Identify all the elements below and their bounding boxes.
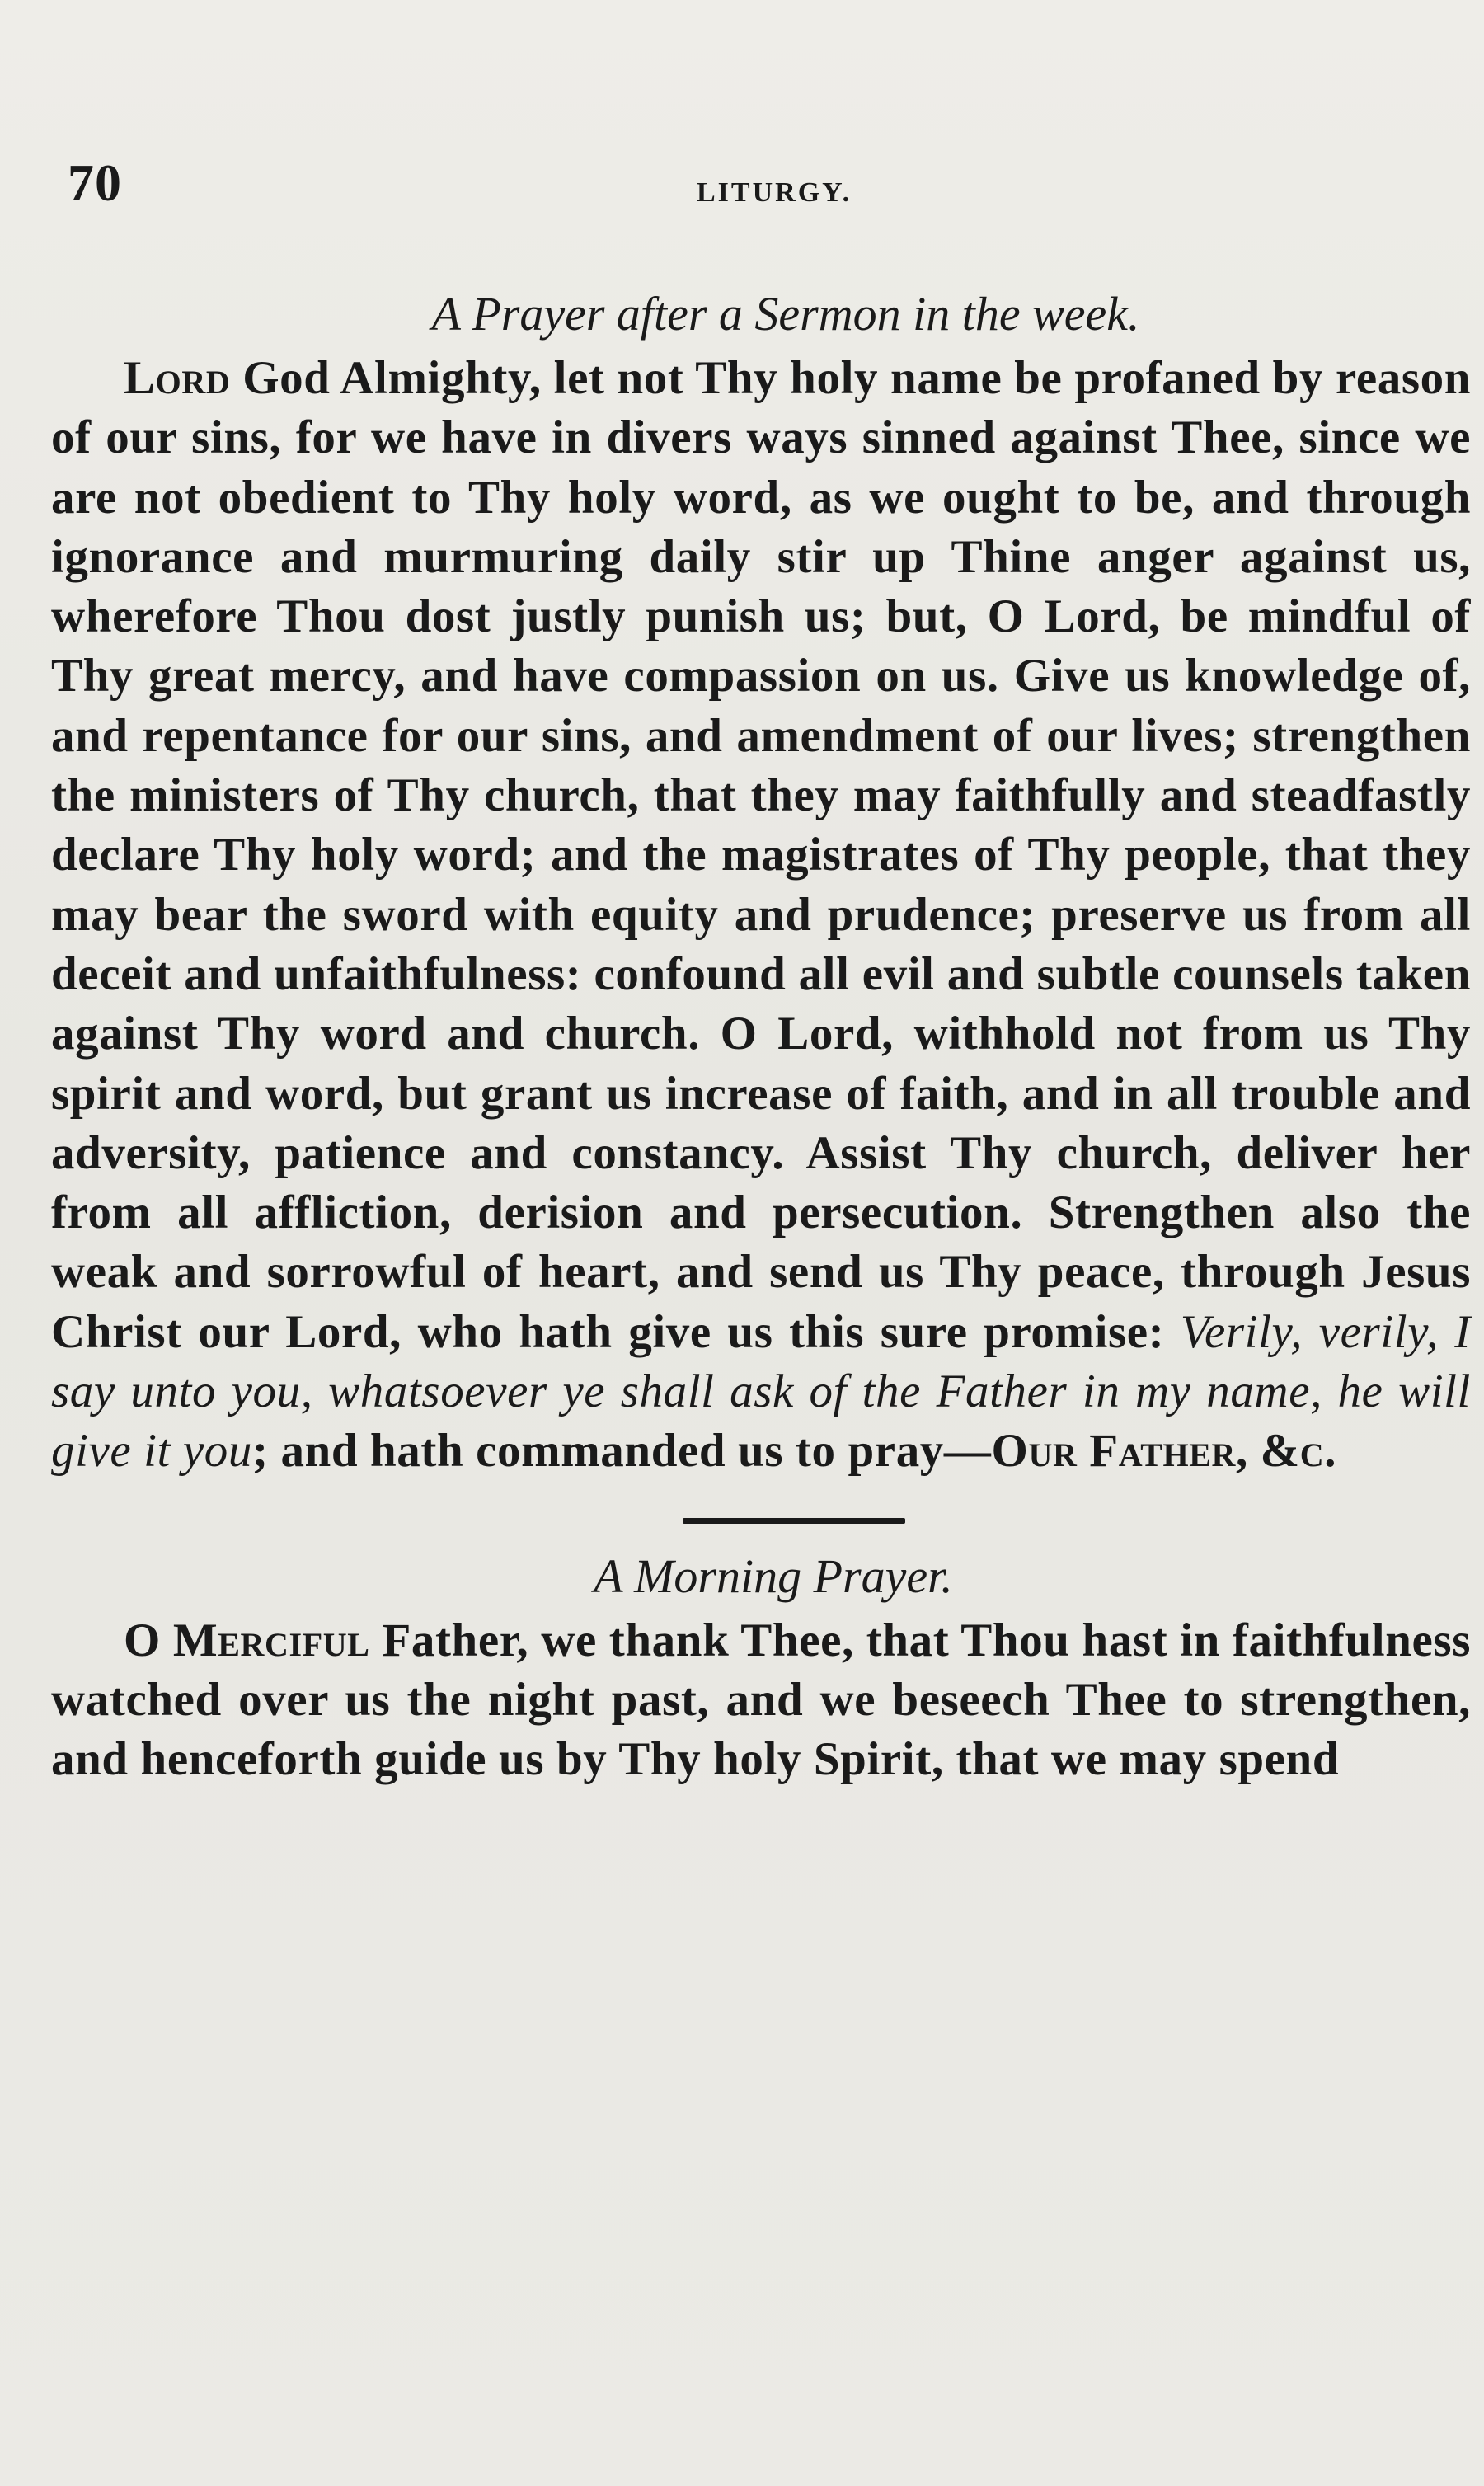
opening-words: O Merciful bbox=[124, 1614, 370, 1666]
opening-words: Lord bbox=[124, 352, 231, 404]
paragraph-morning-prayer bbox=[51, 1611, 1471, 1790]
running-head: LITURGY. bbox=[697, 177, 852, 208]
section-divider bbox=[683, 1518, 905, 1524]
paragraph-body: God Almighty, let not Thy holy name be profaned by reason of our sins, for we have in divers ways sinned against Thee, since we are not obedient to Thy holy word, as we ought to be, and through ignorance and murmuring daily stir up Thine anger against us, wherefore Thou dost justly punish us; but, O Lord, be mindful of Thy great mercy, and have compassion on us. Give us knowledge of, and repentance for our sins, and amendment of our lives; strengthen the ministers of Thy church, that they may faithfully and steadfastly declare Thy holy word; and the magistrates of Thy people, that they may bear the sword with equity and prudence; preserve us from all deceit and unfaithfulness: confound all evil and subtle counsels taken against Thy word and church. O Lord, withhold not from us Thy spirit and word, but grant us increase of faith, and in all trouble and adversity, patience and constancy. Assist Thy church, deliver her from all affliction, derision and persecution. Strengthen also the weak and sorrowful of heart, and send us Thy peace, through Jesus Christ our Lord, who hath give us this sure promise: bbox=[51, 352, 1471, 1358]
paragraph-body: Father, we thank Thee, that Thou hast in faithfulness watched over us the night past, and we beseech Thee to strengthen, and henceforth guide us by Thy holy Spirit, that we may spend bbox=[51, 1614, 1471, 1786]
page-header bbox=[0, 153, 1484, 227]
page-content bbox=[51, 284, 1471, 1790]
section-title-sermon-prayer: A Prayer after a Sermon in the week. bbox=[431, 287, 1140, 341]
scripture-quote: Verily, verily, I say unto you, whatsoever ye shall ask of the Father in my name, he will give it you bbox=[51, 1305, 1471, 1478]
page-number: 70 bbox=[68, 153, 122, 212]
paragraph-continuation: ; and hath commanded us to pray— bbox=[252, 1425, 992, 1478]
paragraph-sermon-prayer bbox=[51, 349, 1471, 1482]
section-title-morning-prayer: A Morning Prayer. bbox=[594, 1548, 953, 1603]
closing-words: Our Father, &c. bbox=[991, 1425, 1337, 1478]
